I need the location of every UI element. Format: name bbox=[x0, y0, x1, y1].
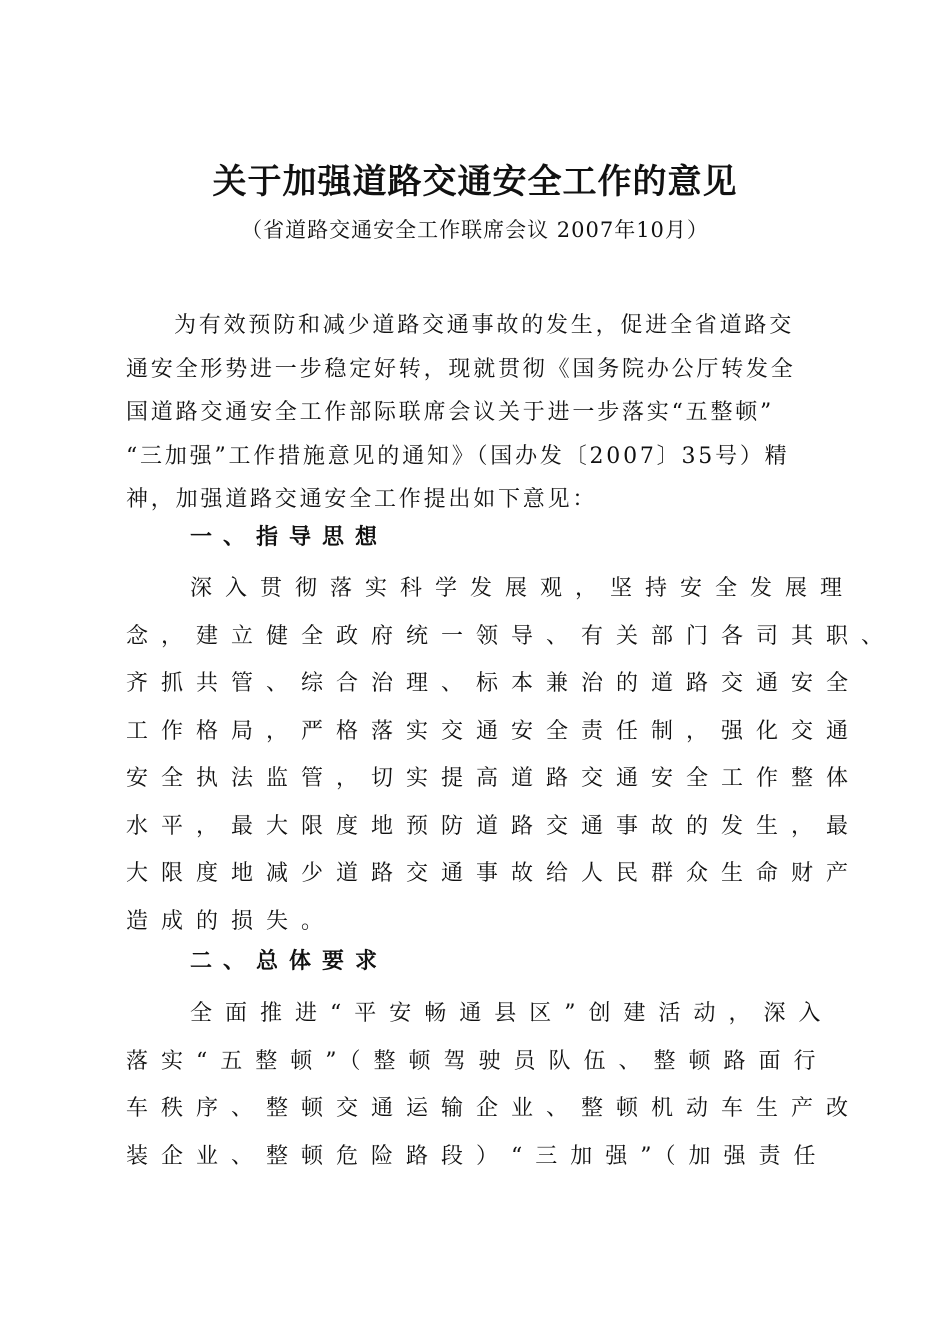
section1-line: 齐抓共管、综合治理、标本兼治的道路交通安全 bbox=[126, 671, 862, 696]
section2-line: 车秩序、整顿交通运输企业、整顿机动车生产改 bbox=[126, 1096, 862, 1121]
section2-line: 装企业、整顿危险路段）“三加强”（加强责任 bbox=[126, 1143, 829, 1169]
intro-line: 神，加强道路交通安全工作提出如下意见： bbox=[126, 487, 598, 512]
section-heading-guiding-ideology: 一、指导思想 bbox=[190, 525, 389, 550]
document-subtitle: （省道路交通安全工作联席会议 2007年10月） bbox=[241, 218, 709, 242]
intro-line: 通安全形势进一步稳定好转，现就贯彻《国务院办公厅转发全 bbox=[126, 356, 796, 382]
section1-line: 造成的损失。 bbox=[126, 908, 337, 934]
intro-line: 为有效预防和减少道路交通事故的发生，促进全省道路交 bbox=[174, 313, 795, 338]
section1-line: 深入贯彻落实科学发展观，坚持安全发展理 bbox=[190, 576, 856, 601]
section1-line: 大限度地减少道路交通事故给人民群众生命财产 bbox=[126, 861, 862, 886]
document-title: 关于加强道路交通安全工作的意见 bbox=[212, 162, 738, 202]
intro-paragraph bbox=[126, 304, 826, 522]
section1-line: 水平，最大限度地预防道路交通事故的发生，最 bbox=[126, 813, 862, 839]
intro-line: “三加强”工作措施意见的通知》（国办发〔2007〕35号）精 bbox=[126, 443, 790, 469]
section1-paragraph bbox=[126, 565, 897, 945]
section-heading-general-requirements: 二、总体要求 bbox=[190, 949, 389, 974]
section1-line: 安全执法监管，切实提高道路交通安全工作整体 bbox=[126, 766, 862, 791]
section2-line: 落实“五整顿”（整顿驾驶员队伍、整顿路面行 bbox=[126, 1048, 829, 1074]
section2-paragraph bbox=[126, 990, 862, 1180]
section1-line: 工作格局，严格落实交通安全责任制，强化交通 bbox=[126, 718, 862, 744]
section1-line: 念，建立健全政府统一领导、有关部门各司其职、 bbox=[126, 623, 897, 649]
intro-line: 国道路交通安全工作部际联席会议关于进一步落实“五整顿” bbox=[126, 400, 775, 425]
section2-line: 全面推进“平安畅通县区”创建活动，深入 bbox=[190, 1001, 834, 1026]
